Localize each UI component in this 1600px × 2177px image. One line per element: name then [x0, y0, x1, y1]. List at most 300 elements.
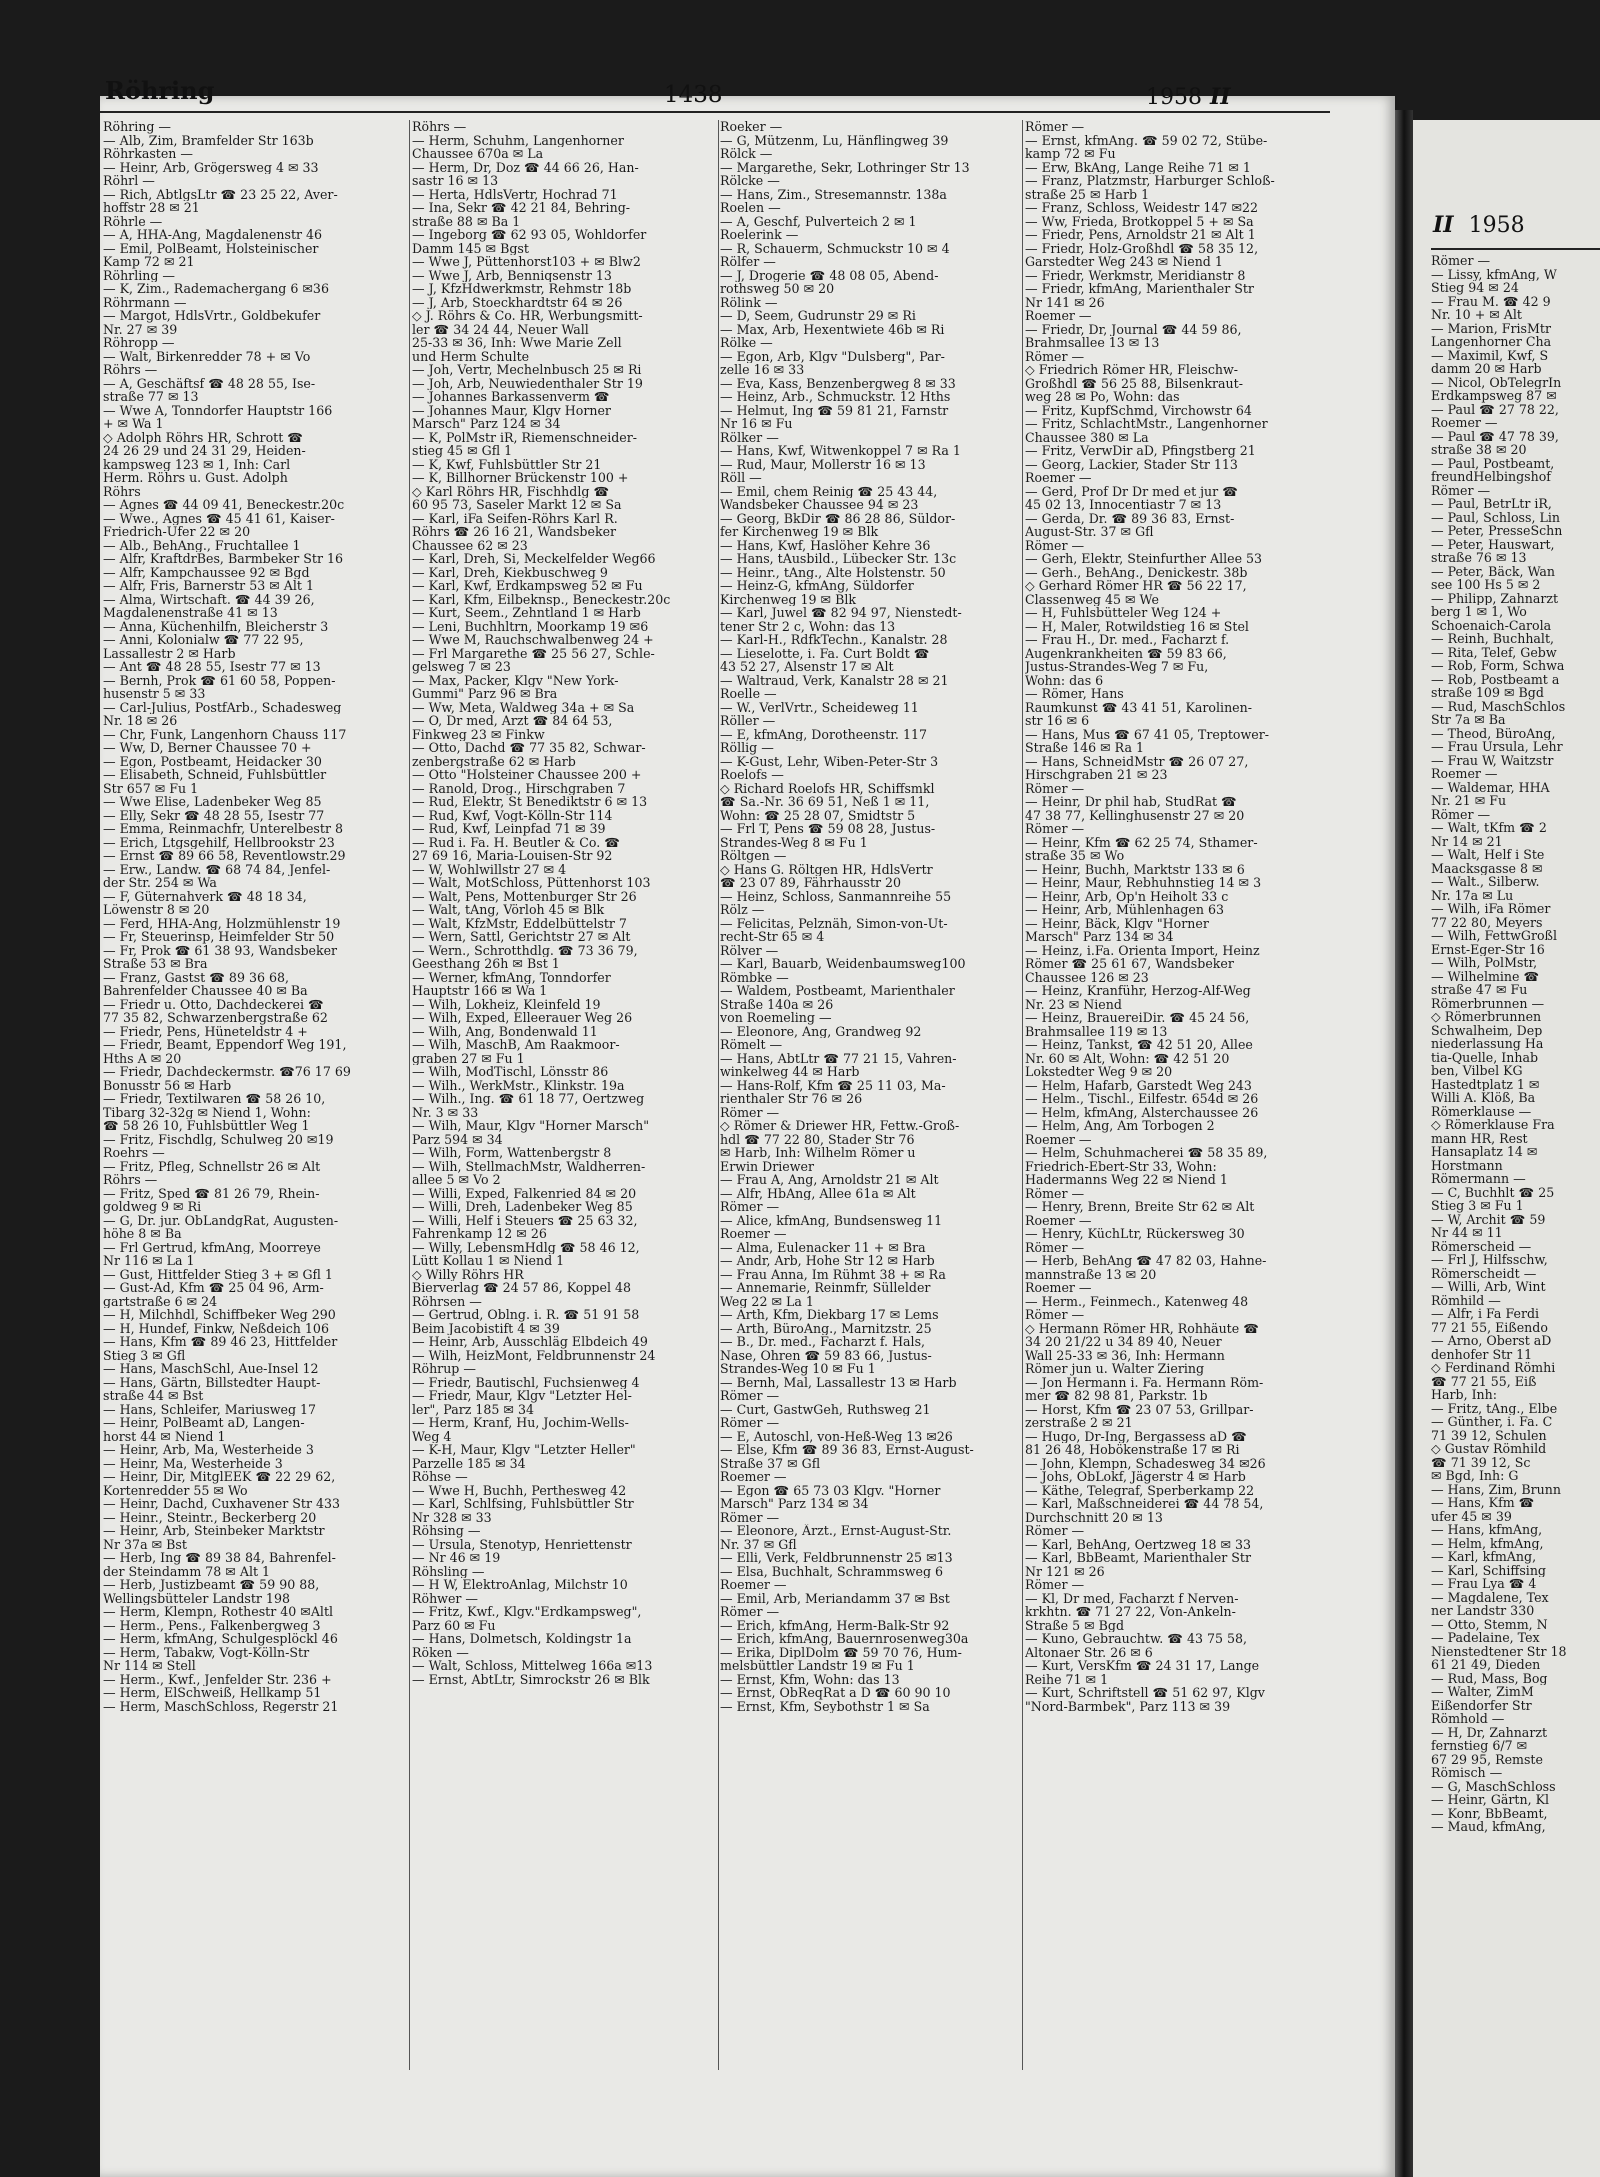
directory-entry-line: Roemer — [1025, 1281, 1092, 1295]
directory-entry-line: — Rud, Maur, Mollerstr 16 ✉ 13 [720, 457, 926, 471]
directory-entry-line: — Gust, Hittfelder Stieg 3 + ✉ Gfl 1 [103, 1267, 333, 1281]
directory-entry-line: — Wilh, iFa Römer [1431, 902, 1551, 916]
directory-entry-line: Straße 5 ✉ Bgd [1025, 1618, 1125, 1632]
directory-entry-line: ◇ Römerklause Fra [1431, 1118, 1555, 1132]
directory-entry-line: — Walt, MotSchloss, Püttenhorst 103 [412, 876, 651, 890]
directory-entry-line: Harb, Inh: [1431, 1388, 1498, 1402]
directory-entry-line: Nr. 21 ✉ Fu [1431, 794, 1507, 808]
directory-entry-line: ✉ Harb, Inh: Wilhelm Römer u [720, 1146, 916, 1160]
directory-entry-line: — Else, Kfm ☎ 89 36 83, Ernst-August- [720, 1443, 974, 1457]
directory-entry-line: — Frau A, Ang, Arnoldstr 21 ✉ Alt [720, 1173, 939, 1187]
directory-entry-line: — Heinr, Dr phil hab, StudRat ☎ [1025, 795, 1237, 809]
directory-entry-line: — Herm, Kranf, Hu, Jochim-Wells- [412, 1416, 629, 1430]
directory-entry-line: — Fritz, SchlachtMstr., Langenhorner [1025, 417, 1268, 431]
right-page-year: 1958 [1468, 213, 1525, 238]
directory-entry-line: — Heinr, Buchh, Marktstr 133 ✉ 6 [1025, 862, 1245, 876]
directory-entry-line: — Fritz, Sped ☎ 81 26 79, Rhein- [103, 1186, 320, 1200]
directory-entry-line: straße 77 ✉ 13 [103, 390, 199, 404]
right-page-header [1433, 212, 1525, 238]
directory-entry-line: Römer — [1025, 1308, 1085, 1322]
directory-entry-line: straße 38 ✉ 20 [1431, 443, 1527, 457]
directory-entry-line: Durchschnitt 20 ✉ 13 [1025, 1510, 1163, 1524]
directory-entry-line: — Egon, Arb, Klgv "Dulsberg", Par- [720, 349, 945, 363]
directory-entry-line: Bahrenfelder Chaussee 40 ✉ Ba [103, 984, 308, 998]
directory-entry-line: — Hans-Rolf, Kfm ☎ 25 11 03, Ma- [720, 1078, 946, 1092]
directory-entry-line: — Maximil, Kwf, S [1431, 348, 1549, 362]
directory-entry-line: — Frau M. ☎ 42 9 [1431, 294, 1551, 308]
directory-entry-line: — J, Arb, Stoeckhardtstr 64 ✉ 26 [412, 295, 623, 309]
directory-entry-line: — Heinr, Arb, Ausschläg Elbdeich 49 [412, 1335, 648, 1349]
directory-entry-line: horst 44 ✉ Niend 1 [103, 1429, 226, 1443]
directory-entry-line: Tibarg 32-32g ✉ Niend 1, Wohn: [103, 1105, 311, 1119]
directory-entry-line: ◇ Römer & Driewer HR, Fettw.-Groß- [720, 1119, 960, 1133]
directory-entry-line: Römer — [1025, 781, 1085, 795]
directory-entry-line: — Karl, Maßschneiderei ☎ 44 78 54, [1025, 1497, 1264, 1511]
directory-entry-line: Strandes-Weg 8 ✉ Fu 1 [720, 835, 868, 849]
directory-entry-line: — Friedr, Werkmstr, Meridianstr 8 [1025, 268, 1246, 282]
directory-entry-line: — Karl, Dreh, Kiekbuschweg 9 [412, 565, 608, 579]
directory-entry-line: — K, Zim., Rademachergang 6 ✉36 [103, 282, 329, 296]
directory-entry-line: Nr 328 ✉ 33 [412, 1510, 492, 1524]
directory-entry-line: Nr. 3 ✉ 33 [412, 1105, 479, 1119]
directory-entry-line: — Paul, Schloss, Lin [1431, 510, 1560, 524]
directory-entry-line: — Ww, D, Berner Chaussee 70 + [103, 741, 312, 755]
directory-entry-line: — Ernst, Kfm, Wohn: das 13 [720, 1672, 900, 1686]
directory-entry-line: — Frl T, Pens ☎ 59 08 28, Justus- [720, 822, 936, 836]
directory-entry-line: — Rob, Postbeamt a [1431, 672, 1560, 686]
directory-entry-line: straße 109 ✉ Bgd [1431, 686, 1544, 700]
directory-entry-line: — Fritz, tAng., Elbe [1431, 1401, 1558, 1415]
directory-entry-line: Wellingsbütteler Landstr 198 [103, 1591, 290, 1605]
directory-entry-line: Brahmsallee 119 ✉ 13 [1025, 1024, 1168, 1038]
directory-entry-line: — Wilh, FettwGroßl [1431, 929, 1557, 943]
directory-entry-line: Röhsing — [412, 1524, 481, 1538]
directory-entry-line: ☎ 71 39 12, Sc [1431, 1455, 1531, 1469]
directory-entry-line: — Arno, Oberst aD [1431, 1334, 1552, 1348]
directory-entry-line: — Emil, PolBeamt, Holsteinischer [103, 241, 319, 255]
directory-entry-line: — Rud, MaschSchlos [1431, 699, 1566, 713]
directory-entry-line: — Joh, Vertr, Mechelnbusch 25 ✉ Ri [412, 363, 642, 377]
right-page-column [1431, 254, 1600, 1834]
directory-entry-line: Rölck — [720, 147, 773, 161]
directory-entry-line: — Rud, Kwf, Vogt-Kölln-Str 114 [412, 808, 613, 822]
directory-entry-line: — Kurt, Seem., Zehntland 1 ✉ Harb [412, 606, 641, 620]
directory-entry-line: — Kurt, VersKfm ☎ 24 31 17, Lange [1025, 1659, 1260, 1673]
directory-entry-line: — Eva, Kass, Benzenbergweg 8 ✉ 33 [720, 376, 956, 390]
directory-entry-line: — Walt, Helf i Ste [1431, 848, 1545, 862]
directory-entry-line: — Hans, MaschSchl, Aue-Insel 12 [103, 1362, 319, 1376]
directory-entry-line: Chaussee 126 ✉ 23 [1025, 970, 1149, 984]
directory-entry-line: — Herb, BehAng ☎ 47 82 03, Hahne- [1025, 1254, 1267, 1268]
directory-entry-line: Römer jun u. Walter Ziering [1025, 1362, 1205, 1376]
directory-entry-line: — Wilh., WerkMstr., Klinkstr. 19a [412, 1078, 625, 1092]
directory-entry-line: Geesthang 26h ✉ Bst 1 [412, 957, 560, 971]
directory-entry-line: rienthaler Str 76 ✉ 26 [720, 1092, 863, 1106]
directory-entry-line: — Wilh, Form, Wattenbergstr 8 [412, 1146, 612, 1160]
directory-entry-line: — Lieselotte, i. Fa. Curt Boldt ☎ [720, 646, 930, 660]
directory-entry-line: sastr 16 ✉ 13 [412, 174, 499, 188]
directory-entry-line: Römer — [720, 1200, 780, 1214]
directory-entry-line: — Hans, SchneidMstr ☎ 26 07 27, [1025, 754, 1249, 768]
directory-entry-line: — Leni, Buchhltrn, Moorkamp 19 ✉6 [412, 619, 649, 633]
directory-entry-line: mer ☎ 82 98 81, Parkstr. 1b [1025, 1389, 1208, 1403]
directory-entry-line: Nr 121 ✉ 26 [1025, 1564, 1105, 1578]
directory-entry-line: — Eleonore, Ang, Grandweg 92 [720, 1024, 922, 1038]
directory-entry-line: — Frl Gertrud, kfmAng, Moorreye [103, 1240, 321, 1254]
directory-entry-line: Röhrs — [412, 120, 467, 134]
directory-entry-line: Altonaer Str. 26 ✉ 6 [1025, 1645, 1153, 1659]
directory-entry-line: Straße 53 ✉ Bra [103, 957, 208, 971]
directory-entry-line: — Heinz-G, kfmAng, Süldorfer [720, 579, 914, 593]
directory-entry-line: Römermann — [1431, 1172, 1526, 1186]
directory-entry-line: — Helm, Schuhmacherei ☎ 58 35 89, [1025, 1146, 1268, 1160]
directory-entry-line: — Fr, Prok ☎ 61 38 93, Wandsbeker [103, 943, 338, 957]
directory-entry-line: Roelofs — [720, 768, 784, 782]
directory-entry-line: — H, Dr, Zahnarzt [1431, 1725, 1548, 1739]
directory-entry-line: 81 26 48, Hobökenstraße 17 ✉ Ri [1025, 1443, 1240, 1457]
directory-entry-line: 47 38 77, Kellinghusenstr 27 ✉ 20 [1025, 808, 1245, 822]
directory-entry-line: Römer — [1431, 807, 1491, 821]
directory-entry-line: — Reinh, Buchhalt, [1431, 632, 1555, 646]
directory-entry-line: — Gertrud, Oblng. i. R. ☎ 51 91 58 [412, 1308, 640, 1322]
directory-entry-line: Röken — [412, 1645, 469, 1659]
directory-entry-line: — Herm, ElSchweiß, Hellkamp 51 [103, 1686, 322, 1700]
directory-entry-line: Röll — [720, 471, 762, 485]
directory-entry-line: Justus-Strandes-Weg 7 ✉ Fu, [1025, 660, 1209, 674]
directory-entry-line: Parzelle 185 ✉ 34 [412, 1456, 526, 1470]
directory-entry-line: — J, KfzHdwerkmstr, Rehmstr 18b [412, 282, 632, 296]
directory-entry-line: — Otto, Stemm, N [1431, 1617, 1548, 1631]
directory-entry-line: — Bernh, Mal, Lassallestr 13 ✉ Harb [720, 1375, 957, 1389]
directory-entry-line: — Friedr, Dachdeckermstr. ☎76 17 69 [103, 1065, 351, 1079]
directory-entry-line: Röhrling — [103, 268, 176, 282]
directory-entry-line: Erwin Driewer [720, 1159, 814, 1173]
directory-entry-line: straße 25 ✉ Harb 1 [1025, 187, 1150, 201]
directory-entry-line: Römisch — [1431, 1766, 1503, 1780]
directory-entry-line: — Alb., BehAng., Fruchtallee 1 [103, 538, 301, 552]
directory-entry-line: — Magdalene, Tex [1431, 1590, 1549, 1604]
directory-entry-line: str 16 ✉ 6 [1025, 714, 1090, 728]
directory-entry-line: berg 1 ✉ 1, Wo [1431, 605, 1527, 619]
directory-entry-line: — Fr, Steuerinsp, Heimfelder Str 50 [103, 930, 335, 944]
directory-entry-line: goldweg 9 ✉ Ri [103, 1200, 202, 1214]
directory-entry-line: — Elsa, Buchhalt, Schrammsweg 6 [720, 1564, 944, 1578]
directory-entry-line: — Paul, Postbeamt, [1431, 456, 1555, 470]
directory-entry-line: Stieg 94 ✉ 24 [1431, 281, 1519, 295]
directory-entry-line: Röltgen — [720, 849, 787, 863]
directory-entry-line: — Gerh, Elektr, Steinfurther Allee 53 [1025, 552, 1263, 566]
directory-entry-line: — Emil, chem Reinig ☎ 25 43 44, [720, 484, 938, 498]
directory-entry-line: — Willi, Arb, Wint [1431, 1280, 1546, 1294]
directory-entry-line: — Andr, Arb, Hohe Str 12 ✉ Harb [720, 1254, 935, 1268]
directory-entry-line: — Franz, Platzmstr, Harburger Schloß- [1025, 174, 1275, 188]
directory-entry-line: — Heinz, Tankst, ☎ 42 51 20, Allee [1025, 1038, 1253, 1052]
directory-entry-line: — Wwe J, Arb, Benniqsenstr 13 [412, 268, 612, 282]
directory-entry-line: Fahrenkamp 12 ✉ 26 [412, 1227, 547, 1241]
directory-entry-line: — Erika, DiplDolm ☎ 59 70 76, Hum- [720, 1645, 962, 1659]
directory-entry-line: — Anni, Kolonialw ☎ 77 22 95, [103, 633, 304, 647]
directory-entry-line: Römer — [1025, 1186, 1085, 1200]
directory-entry-line: Großhdl ☎ 56 25 88, Bilsenkraut- [1025, 376, 1243, 390]
directory-entry-line: — Helm, kfmAng, Alsterchaussee 26 [1025, 1105, 1259, 1119]
directory-entry-line: — Friedr, Holz-Großhdl ☎ 58 35 12, [1025, 241, 1259, 255]
header-rule [100, 111, 1330, 113]
directory-entry-line: — Wilh, Exped, Elleerauer Weg 26 [412, 1011, 633, 1025]
directory-entry-line: — Wilh, PolMstr, [1431, 956, 1538, 970]
directory-entry-line: — Henry, Brenn, Breite Str 62 ✉ Alt [1025, 1200, 1255, 1214]
directory-entry-line: — Heinr, PolBeamt aD, Langen- [103, 1416, 305, 1430]
directory-entry-line: — Wwe M, Rauchschwalbenweg 24 + [412, 633, 654, 647]
directory-entry-line: 24 26 29 und 24 31 29, Heiden- [103, 444, 306, 458]
directory-entry-line: — Carl-Julius, PostfArb., Schadesweg [103, 700, 342, 714]
directory-entry-line: Römbke — [720, 970, 789, 984]
directory-entry-line: — Fritz, Kwf., Klgv."Erdkampsweg", [412, 1605, 642, 1619]
directory-entry-line: — Johannes Barkassenverm ☎ [412, 390, 610, 404]
column-divider [1022, 120, 1023, 2070]
directory-entry-line: — Helm, Hafarb, Garstedt Weg 243 [1025, 1078, 1252, 1092]
directory-entry-line: — Herta, HdlsVertr, Hochrad 71 [412, 187, 618, 201]
directory-entry-line: — Frau Lya ☎ 4 [1431, 1577, 1537, 1591]
directory-entry-line: der Steindamm 78 ✉ Alt 1 [103, 1564, 271, 1578]
directory-entry-line: — W., VerlVrtr., Scheideweg 11 [720, 700, 919, 714]
directory-entry-line: — Egon, Postbeamt, Heidacker 30 [103, 754, 322, 768]
directory-entry-line: — Frau H., Dr. med., Facharzt f. [1025, 633, 1230, 647]
directory-entry-line: Römer — [1025, 349, 1085, 363]
directory-entry-line: fernstieg 6/7 ✉ [1431, 1739, 1528, 1753]
directory-entry-line: Röhrup — [412, 1362, 476, 1376]
directory-entry-line: Römer — [720, 1416, 780, 1430]
directory-entry-line: Roemer — [720, 1470, 787, 1484]
directory-entry-line: — G, MaschSchloss [1431, 1779, 1556, 1793]
directory-entry-line: — Herm, Tabakw, Vogt-Kölln-Str [103, 1645, 310, 1659]
directory-entry-line: — F, Güternahverk ☎ 48 18 34, [103, 889, 307, 903]
directory-entry-line: mannstraße 13 ✉ 20 [1025, 1267, 1157, 1281]
directory-entry-line: — Heinr., tAng., Alte Holstenstr. 50 [720, 565, 946, 579]
directory-entry-line: — Hans, Gärtn, Billstedter Haupt- [103, 1375, 321, 1389]
directory-entry-line: Nr 37a ✉ Bst [103, 1537, 187, 1551]
directory-entry-line: Weg 4 [412, 1429, 452, 1443]
directory-entry-line: Nienstedtener Str 18 [1431, 1644, 1567, 1658]
directory-entry-line: zenbergstraße 62 ✉ Harb [412, 754, 576, 768]
directory-entry-line: — Erw., Landw. ☎ 68 74 84, Jenfel- [103, 862, 331, 876]
directory-entry-line: Römer — [1025, 822, 1085, 836]
directory-entry-line: — Padelaine, Tex [1431, 1631, 1540, 1645]
directory-entry-line: Parz 60 ✉ Fu [412, 1618, 496, 1632]
directory-entry-line: Römerscheid — [1431, 1239, 1532, 1253]
directory-entry-line: fer Kirchenweg 19 ✉ Blk [720, 525, 879, 539]
directory-entry-line: Wohn: das 6 [1025, 673, 1104, 687]
directory-entry-line: Roelle — [720, 687, 777, 701]
directory-entry-line: — H, Milchhdl, Schiffbeker Weg 290 [103, 1308, 336, 1322]
directory-entry-line: — Erich, kfmAng, Bauernrosenweg30a [720, 1632, 969, 1646]
directory-entry-line: Lütt Kollau 1 ✉ Niend 1 [412, 1254, 565, 1268]
directory-entry-line: Nr. 23 ✉ Niend [1025, 997, 1122, 1011]
directory-entry-line: und Herm Schulte [412, 349, 530, 363]
directory-entry-line: Ernst-Eger-Str 16 [1431, 942, 1545, 956]
directory-entry-line: Röhsling — [412, 1564, 485, 1578]
directory-entry-line: — Karl-H., RdfkTechn., Kanalstr. 28 [720, 633, 948, 647]
directory-entry-line: ler ☎ 34 24 44, Neuer Wall [412, 322, 589, 336]
directory-entry-line: ☎ 23 07 89, Fährhausstr 20 [720, 876, 902, 890]
directory-entry-line: tia-Quelle, Inhab [1431, 1050, 1539, 1064]
directory-entry-line: — Nr 46 ✉ 19 [412, 1551, 501, 1565]
directory-entry-line: — Rob, Form, Schwa [1431, 659, 1565, 673]
directory-entry-line: — Ernst, ObReqRat a D ☎ 60 90 10 [720, 1686, 951, 1700]
directory-entry-line: ufer 45 ✉ 39 [1431, 1509, 1512, 1523]
directory-entry-line: Nr. 10 + ✉ Alt [1431, 308, 1522, 322]
directory-entry-line: — A, HHA-Ang, Magdalenenstr 46 [103, 228, 323, 242]
directory-entry-line: rothsweg 50 ✉ 20 [720, 282, 835, 296]
directory-entry-line: Bierverlag ☎ 24 57 86, Koppel 48 [412, 1281, 632, 1295]
directory-entry-line: — H W, ElektroAnlag, Milchstr 10 [412, 1578, 628, 1592]
directory-entry-line: Marsch" Parz 134 ✉ 34 [1025, 930, 1174, 944]
directory-entry-line: — Paul, BetrLtr iR, [1431, 497, 1552, 511]
directory-entry-line: Löwenstr 8 ✉ 20 [103, 903, 210, 917]
directory-entry-line: Röhrs — [103, 363, 158, 377]
directory-entry-line: 77 21 55, Eißendo [1431, 1320, 1548, 1334]
directory-entry-line: — Wwe H, Buchh, Perthesweg 42 [412, 1483, 627, 1497]
directory-entry-line: — Henry, KüchLtr, Rückersweg 30 [1025, 1227, 1245, 1241]
directory-entry-line: Weg 22 ✉ La 1 [720, 1294, 814, 1308]
directory-entry-line: — Ferd, HHA-Ang, Holzmühlenstr 19 [103, 916, 341, 930]
directory-entry-line: straße 88 ✉ Ba 1 [412, 214, 521, 228]
directory-entry-line: — Ernst ☎ 89 66 58, Reventlowstr.29 [103, 849, 346, 863]
directory-column-2 [412, 120, 712, 1686]
directory-entry-line: Röhring — [103, 120, 171, 134]
directory-entry-line: Rölker — [720, 430, 779, 444]
directory-column-4 [1025, 120, 1325, 1713]
directory-entry-line: Römer — [720, 1510, 780, 1524]
directory-entry-line: — A, Geschf, Pulverteich 2 ✉ 1 [720, 214, 917, 228]
directory-entry-line: — Curt, GastwGeh, Ruthsweg 21 [720, 1402, 931, 1416]
directory-entry-line: — Herm., Kwf., Jenfelder Str. 236 + [103, 1672, 332, 1686]
directory-entry-line: — Alfr, Fris, Barnerstr 53 ✉ Alt 1 [103, 579, 314, 593]
directory-entry-line: Nr. 37 ✉ Gfl [720, 1537, 797, 1551]
directory-entry-line: ◇ Gerhard Römer HR ☎ 56 22 17, [1025, 579, 1247, 593]
directory-entry-line: — Friedr, Dr, Journal ☎ 44 59 86, [1025, 322, 1242, 336]
directory-entry-line: — Gerd, Prof Dr Dr med et jur ☎ [1025, 484, 1238, 498]
directory-entry-line: Rölke — [720, 336, 773, 350]
directory-entry-line: ☎ Sa.-Nr. 36 69 51, Neß 1 ✉ 11, [720, 795, 930, 809]
directory-entry-line: 77 22 80, Meyers [1431, 915, 1543, 929]
directory-entry-line: Horstmann [1431, 1158, 1503, 1172]
directory-entry-line: — Max, Packer, Klgv "New York- [412, 673, 619, 687]
directory-entry-line: Lokstedter Weg 9 ✉ 20 [1025, 1065, 1173, 1079]
directory-entry-line: Roemer — [1025, 1213, 1092, 1227]
directory-entry-line: Marsch" Parz 124 ✉ 34 [412, 417, 561, 431]
directory-entry-line: — Walt, tKfm ☎ 2 [1431, 821, 1547, 835]
directory-entry-line: — Heinr, Arb, Grögersweg 4 ✉ 33 [103, 160, 319, 174]
directory-entry-line: Roeker — [720, 120, 783, 134]
directory-entry-line: ◇ Gustav Römhild [1431, 1442, 1547, 1456]
directory-entry-line: — Heinr, Arb, Steinbeker Marktstr [103, 1524, 325, 1538]
directory-entry-line: Röhrle — [103, 214, 163, 228]
column-divider [409, 120, 410, 2070]
directory-entry-line: Römer — [720, 1105, 780, 1119]
directory-entry-line: — Karl, Bauarb, Weidenbaumsweg100 [720, 957, 966, 971]
directory-entry-line: — K-Gust, Lehr, Wiben-Peter-Str 3 [720, 754, 939, 768]
directory-entry-line: Rölver — [720, 943, 779, 957]
directory-entry-line: — Heinr, Gärtn, Kl [1431, 1793, 1550, 1807]
directory-entry-line: — Nicol, ObTelegrIn [1431, 375, 1562, 389]
directory-entry-line: — Fritz, Pfleg, Schnellstr 26 ✉ Alt [103, 1159, 321, 1173]
directory-entry-line: ◇ Richard Roelofs HR, Schiffsmkl [720, 781, 935, 795]
directory-entry-line: — Elly, Sekr ☎ 48 28 55, Isestr 77 [103, 808, 325, 822]
directory-entry-line: — Horst, Kfm ☎ 23 07 53, Grillpar- [1025, 1402, 1254, 1416]
directory-entry-line: Römer — [1025, 1578, 1085, 1592]
directory-entry-line: — Ww, Frieda, Brotkoppel 5 + ✉ Sa [1025, 214, 1254, 228]
directory-entry-line: — Johannes Maur, Klgv Horner [412, 403, 611, 417]
directory-entry-line: — Alma, Wirtschaft. ☎ 44 39 26, [103, 592, 315, 606]
directory-entry-line: — Karl, Juwel ☎ 82 94 97, Nienstedt- [720, 606, 962, 620]
directory-entry-line: — Käthe, Telegraf, Sperberkamp 22 [1025, 1483, 1255, 1497]
directory-entry-line: — Friedr, Textilwaren ☎ 58 26 10, [103, 1092, 326, 1106]
directory-entry-line: Classenweg 45 ✉ We [1025, 592, 1159, 606]
directory-entry-line: Brahmsallee 13 ✉ 13 [1025, 336, 1160, 350]
directory-entry-line: recht-Str 65 ✉ 4 [720, 930, 825, 944]
directory-entry-line: — Gust-Ad, Kfm ☎ 25 04 96, Arm- [103, 1281, 324, 1295]
directory-entry-line: — Herm., Pens., Falkenbergweg 3 [103, 1618, 321, 1632]
directory-entry-line: — Anna, Küchenhilfn, Bleicherstr 3 [103, 619, 329, 633]
directory-entry-line: ◇ Hermann Römer HR, Rohhäute ☎ [1025, 1321, 1259, 1335]
directory-entry-line: — Hans, Zim, Brunn [1431, 1482, 1562, 1496]
directory-entry-line: Garstedter Weg 243 ✉ Niend 1 [1025, 255, 1223, 269]
directory-entry-line: — Alfr, KraftdrBes, Barmbeker Str 16 [103, 552, 344, 566]
directory-entry-line: — Alma, Eulenacker 11 + ✉ Bra [720, 1240, 926, 1254]
directory-entry-line: — Elisabeth, Schneid, Fuhlsbüttler [103, 768, 327, 782]
directory-entry-line: — Herm, Klempn, Rothestr 40 ✉Altl [103, 1605, 334, 1619]
directory-entry-line: — Arth, Kfm, Diekbarg 17 ✉ Lems [720, 1308, 939, 1322]
directory-entry-line: Roelerink — [720, 228, 799, 242]
directory-entry-line: hdl ☎ 77 22 80, Stader Str 76 [720, 1132, 915, 1146]
directory-entry-line: — Maud, kfmAng, [1431, 1820, 1546, 1834]
directory-entry-line: — Georg, Lackier, Stader Str 113 [1025, 457, 1238, 471]
directory-entry-line: — John, Klempn, Schadesweg 34 ✉26 [1025, 1456, 1266, 1470]
directory-entry-line: — Rud, Elektr, St Benediktstr 6 ✉ 13 [412, 795, 648, 809]
directory-entry-line: Römer — [1025, 1524, 1085, 1538]
directory-entry-line: Chaussee 380 ✉ La [1025, 430, 1149, 444]
directory-entry-line: 27 69 16, Maria-Louisen-Str 92 [412, 849, 613, 863]
directory-entry-line: freundHelbingshof [1431, 470, 1551, 484]
directory-entry-line: hoffstr 28 ✉ 21 [103, 201, 200, 215]
directory-entry-line: Röhrs [103, 484, 141, 498]
book-spine [1395, 110, 1413, 2177]
directory-entry-line: Herm. Röhrs u. Gust. Adolph [103, 471, 288, 485]
directory-entry-line: Wandsbeker Chaussee 94 ✉ 23 [720, 498, 919, 512]
directory-entry-line: — Heinr, Bäck, Klgv "Horner [1025, 916, 1209, 930]
directory-entry-line: — Karl, iFa Seifen-Röhrs Karl R. [412, 511, 618, 525]
directory-entry-line: tener Str 2 c, Wohn: das 13 [720, 619, 896, 633]
directory-entry-line: — Egon ☎ 65 73 03 Klgv. "Horner [720, 1483, 941, 1497]
directory-entry-line: — Frau W, Waitzstr [1431, 753, 1554, 767]
directory-entry-line: — Wilh, ModTischl, Lönsstr 86 [412, 1065, 609, 1079]
directory-entry-line: damm 20 ✉ Harb [1431, 362, 1542, 376]
directory-entry-line: Finkweg 23 ✉ Finkw [412, 727, 545, 741]
directory-entry-line: Beim Jacobistift 4 ✉ 39 [412, 1321, 560, 1335]
directory-entry-line: Stieg 3 ✉ Gfl [103, 1348, 186, 1362]
directory-entry-line: — Wern, Sattl, Gerichtstr 27 ✉ Alt [412, 930, 631, 944]
directory-entry-line: — Karl, Schlfsing, Fuhlsbüttler Str [412, 1497, 634, 1511]
directory-entry-line: — Herm, kfmAng, Schulgesplöckl 46 [103, 1632, 338, 1646]
directory-entry-line: — Helm., Tischl., Eilfestr. 654d ✉ 26 [1025, 1092, 1259, 1106]
directory-entry-line: — G, Dr. jur. ObLandgRat, Augusten- [103, 1213, 339, 1227]
directory-entry-line: Str 657 ✉ Fu 1 [103, 781, 199, 795]
directory-entry-line: — Arth, BüroAng., Marnitzstr. 25 [720, 1321, 932, 1335]
directory-entry-line: — Hans, Schleifer, Mariusweg 17 [103, 1402, 317, 1416]
directory-entry-line: ◇ Römerbrunnen [1431, 1010, 1542, 1024]
directory-entry-line: 43 52 27, Alsenstr 17 ✉ Alt [720, 660, 894, 674]
directory-entry-line: — Felicitas, Pelznäh, Simon-von-Ut- [720, 916, 948, 930]
